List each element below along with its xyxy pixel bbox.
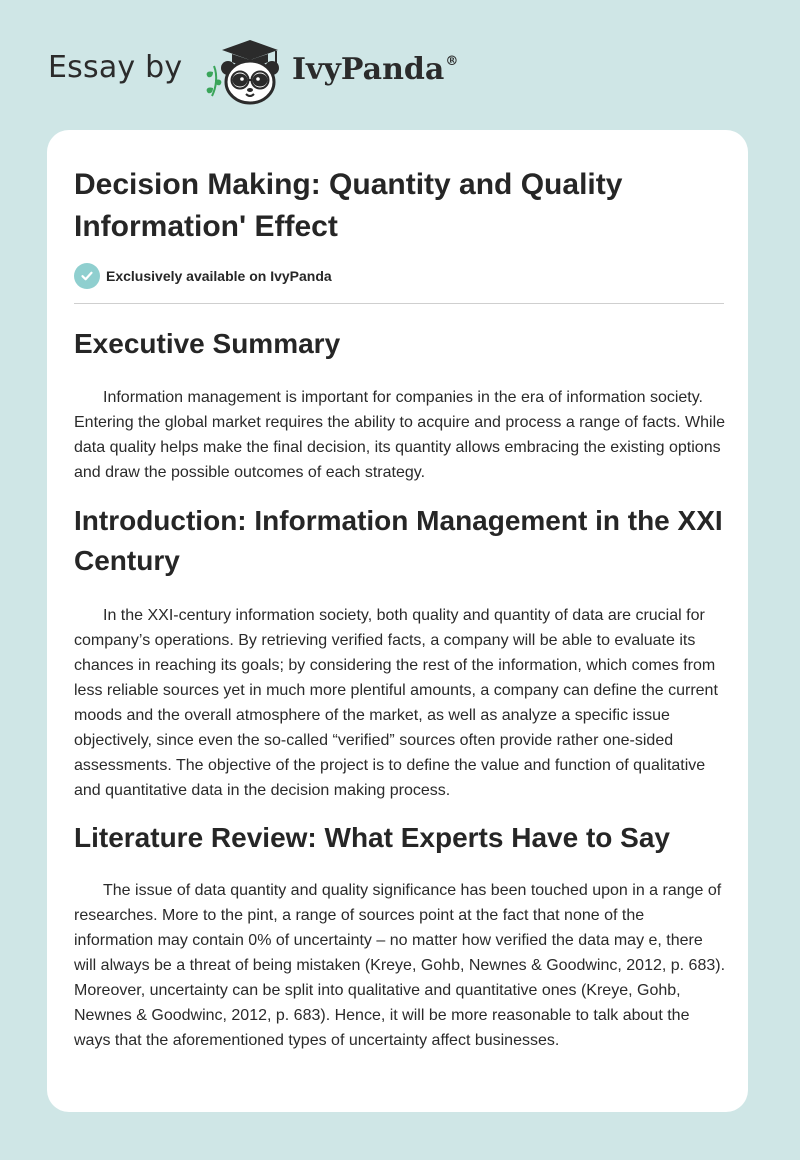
- section-heading-literature-review: Literature Review: What Experts Have to Say: [74, 822, 670, 853]
- essay-title: Decision Making: Quantity and Quality Information' Effect: [74, 168, 623, 243]
- brand-text: IvyPanda: [292, 52, 445, 87]
- section-paragraph-literature-review: The issue of data quantity and quality significance has been touched upon in a range of researches. More to the pint, a range of sources point at the fact that none of the information may contain 0% of uncertainty – no matter how verified the data may e, there will always be a threat of being mistaken (Kreye, Gohb, Newnes & Goodwinc, 2012, p. 683). Moreover, uncertainty can be split into qualitative and quantitative ones (Kreye, Gohb, Newnes & Goodwinc, 2012, p. 683). Hence, it will be more reasonable to talk about the ways that the aforementioned types of uncertainty affect businesses.: [74, 882, 726, 1049]
- exclusive-badge-label: Exclusively available on IvyPanda: [106, 268, 332, 284]
- panda-graduate-logo-icon[interactable]: [202, 36, 292, 108]
- checkmark-icon: [74, 263, 100, 289]
- section-heading-executive-summary: Executive Summary: [74, 328, 341, 359]
- section-heading-introduction: Introduction: Information Management in the XXI Century: [74, 505, 723, 576]
- essay-card: [47, 130, 748, 1112]
- section-paragraph-introduction: In the XXI-century information society, both quality and quantity of data are crucial for company’s operations. By retrieving verified facts, a company will be able to evaluate its chances in reaching its goals; by considering the rest of the information, which comes from less reliable sources yet in much more plentiful amounts, a company can define the current moods and the overall atmosphere of the market, as well as analyze a specific issue objectively, since even the so-called “verified” sources often provide rather one-sided assessments. The objective of the project is to define the value and function of qualitative and quantitative data in the decision making process.: [74, 607, 718, 799]
- essay-by-label: Essay by: [48, 50, 183, 85]
- section-paragraph-executive-summary: Information management is important for companies in the era of information society. Entering the global market requires the ability to acquire and process a range of facts. While data quality helps make the final decision, its quantity allows embracing the existing options and draw the possible outcomes of each strategy.: [74, 389, 726, 481]
- registered-mark: ®: [445, 54, 459, 69]
- brand-name[interactable]: [292, 52, 458, 87]
- exclusive-badge: [74, 263, 332, 289]
- site-header: [0, 0, 800, 130]
- title-divider: [74, 303, 724, 304]
